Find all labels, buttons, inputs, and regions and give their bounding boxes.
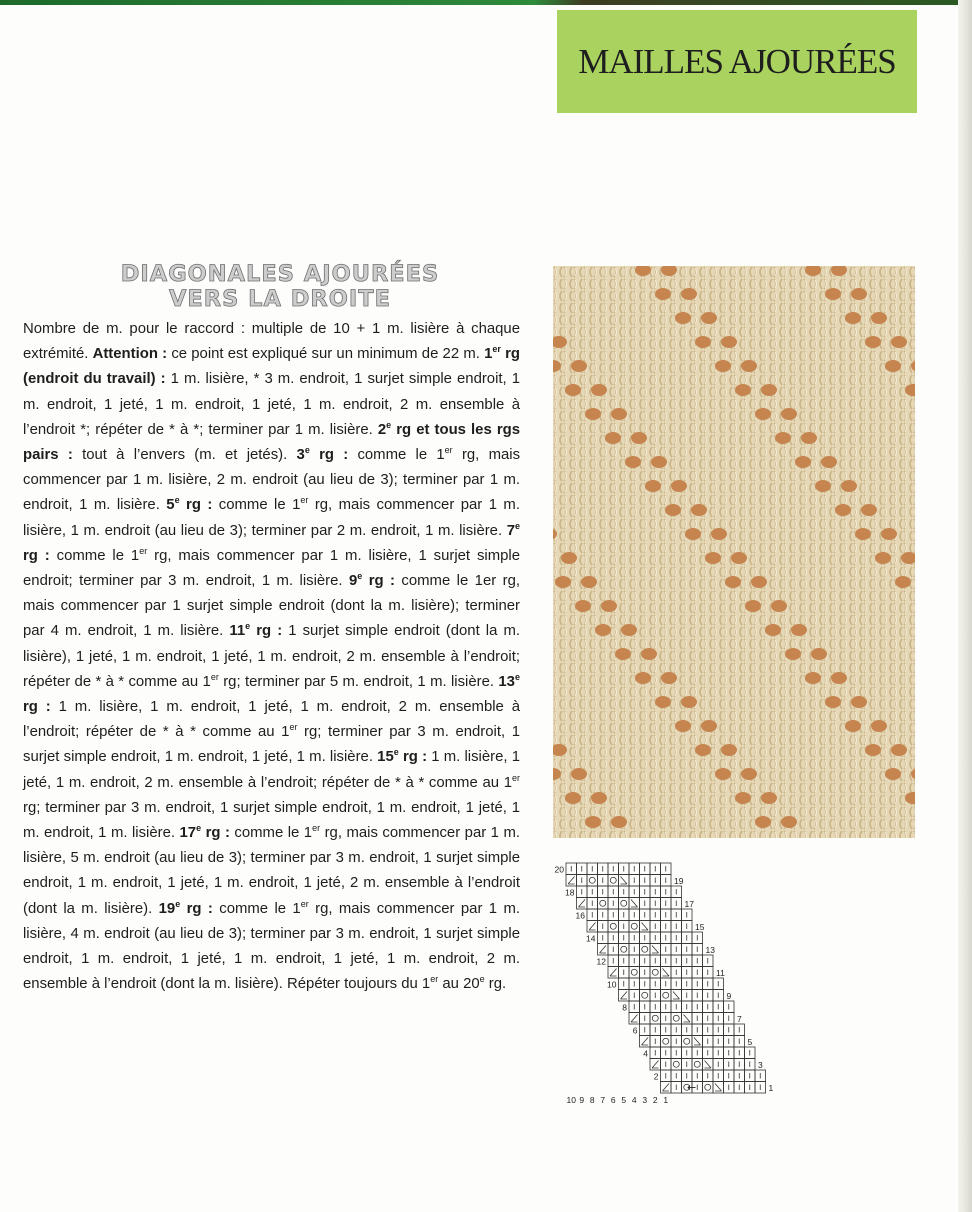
eyelet-hole — [831, 672, 847, 684]
instruction-run: er — [300, 898, 309, 909]
eyelet-hole — [885, 768, 901, 780]
eyelet-hole — [761, 384, 777, 396]
instruction-run: rg, mais commencer par 1 m. lisière, 4 m. endroit (au lieu de 3); terminer par 3 m. endroit, 1 surjet simple endroit, 1 m. endroit, 1 jeté, 1 m. endroit, 1 jeté, 1 m. endroit, 2 m. ensemble à l’endroit (dont la m. lisière). Répéter toujours du 1 — [23, 900, 521, 993]
row-number-left: 2 — [653, 1071, 659, 1082]
pattern-instructions — [23, 317, 520, 997]
eyelet-hole — [761, 792, 777, 804]
instruction-run: e — [393, 747, 399, 758]
row-number-right: 5 — [747, 1037, 753, 1047]
instruction-run: comme le 1 — [49, 547, 140, 564]
instruction-run: er — [511, 772, 520, 783]
eyelet-hole — [735, 384, 751, 396]
eyelet-hole — [721, 336, 737, 348]
pattern-title-line-2: VERS LA DROITE — [169, 286, 391, 312]
instruction-run: 1 m. lisière, * 3 m. endroit, 1 surjet simple endroit, 1 m. endroit, 1 jeté, 1 m. endroit, 1 jeté, 1 m. endroit, 2 m. ensemble à l’endroit *; répéter de * à *; terminer par 1 m. lisière. — [23, 371, 521, 438]
instruction-run: comme le 1 — [229, 825, 313, 842]
eyelet-hole — [725, 576, 741, 588]
knitted-swatch-photo — [553, 266, 915, 838]
eyelet-hole — [865, 744, 881, 756]
instruction-run: rg : — [180, 900, 213, 917]
eyelet-hole — [835, 504, 851, 516]
knitting-chart-grid — [540, 858, 820, 1118]
eyelet-hole — [891, 336, 907, 348]
ssk-symbol — [663, 969, 670, 977]
instruction-run: er — [139, 545, 148, 556]
instruction-run: e — [514, 520, 520, 531]
eyelet-hole — [605, 432, 621, 444]
eyelet-hole — [621, 624, 637, 636]
instruction-run: e — [357, 571, 363, 582]
eyelet-hole — [565, 792, 581, 804]
instruction-run: e — [196, 823, 202, 834]
instruction-run: 1 m. lisière, 1 m. endroit, 1 jeté, 1 m. endroit, 2 m. ensemble à l’endroit; répéter de * à * comme au 1 — [23, 699, 520, 741]
eyelet-hole — [575, 600, 591, 612]
column-number: 3 — [642, 1095, 648, 1105]
eyelet-hole — [895, 576, 911, 588]
row-number-right: 7 — [737, 1014, 742, 1024]
pattern-title-line-1: DIAGONALES AJOURÉES — [120, 261, 440, 287]
eyelet-hole — [841, 480, 857, 492]
instruction-run: comme le 1 — [348, 447, 445, 464]
eyelet-hole — [811, 648, 827, 660]
instruction-run: tout à l’envers (m. et jetés). — [72, 447, 297, 464]
eyelet-hole — [571, 360, 587, 372]
instruction-run: Attention : — [92, 346, 168, 363]
chart-cell — [682, 1036, 693, 1048]
chart-cell — [598, 898, 609, 910]
eyelet-hole — [825, 288, 841, 300]
eyelet-hole — [711, 528, 727, 540]
eyelet-hole — [741, 768, 757, 780]
instruction-run: rg : — [309, 447, 349, 464]
row-number-right: 3 — [758, 1060, 763, 1070]
ssk-symbol — [684, 1015, 691, 1023]
eyelet-hole — [661, 672, 677, 684]
eyelet-hole — [581, 576, 597, 588]
instruction-run: e — [304, 445, 310, 456]
column-number: 8 — [589, 1095, 595, 1105]
instruction-run: 1 surjet simple endroit (dont la m. lisière), 1 jeté, 1 m. endroit, 1 jeté, 1 m. endroit, 2 m. ensemble à l’endroit; répéter de * à * comme au 1 — [23, 623, 520, 690]
eyelet-hole — [751, 576, 767, 588]
eyelet-hole — [671, 480, 687, 492]
eyelet-hole — [871, 720, 887, 732]
ssk-symbol — [621, 877, 628, 885]
section-title: MAILLES AJOURÉES — [578, 41, 896, 81]
yarn-over-symbol — [631, 969, 637, 975]
eyelet-hole — [611, 408, 627, 420]
instruction-run: e — [514, 671, 520, 682]
yarn-over-symbol — [600, 900, 606, 906]
eyelet-hole — [655, 288, 671, 300]
row-number-left: 4 — [643, 1048, 648, 1059]
instruction-run: Nombre de m. pour le raccord : multiple de 10 + 1 m. lisière à chaque extrémité. — [23, 321, 520, 363]
yarn-over-symbol — [663, 992, 669, 998]
yarn-over-symbol — [621, 900, 627, 906]
instruction-run: rg, mais commencer par 1 m. lisière, 2 m. endroit (au lieu de 3); terminer par 1 m. endroit, 1 m. lisière. — [23, 447, 521, 514]
eyelet-hole — [845, 312, 861, 324]
chart-cell — [640, 944, 651, 956]
eyelet-hole — [585, 816, 601, 828]
start-arrow: ← — [687, 1081, 697, 1094]
eyelet-hole — [695, 744, 711, 756]
eyelet-hole — [715, 360, 731, 372]
yarn-over-symbol — [642, 992, 648, 998]
eyelet-hole — [745, 600, 761, 612]
eyelet-hole — [781, 816, 797, 828]
eyelet-hole — [881, 528, 897, 540]
yarn-over-symbol — [694, 1061, 700, 1067]
eyelet-hole — [851, 288, 867, 300]
instruction-run: 11 — [229, 623, 246, 640]
chart-cell — [650, 967, 661, 979]
row-number-right: 13 — [705, 945, 715, 955]
instruction-run: 9 — [348, 573, 358, 590]
eyelet-hole — [775, 432, 791, 444]
instruction-run: 1 m. lisière, 1 jeté, 1 m. endroit, 2 m. ensemble à l’endroit; répéter de * à * comme au 1 — [23, 749, 520, 791]
yarn-over-symbol — [621, 946, 627, 952]
chart-cell — [671, 1013, 682, 1025]
instruction-run: er — [430, 974, 439, 985]
eyelet-hole — [785, 648, 801, 660]
instruction-run: rg, mais commencer par 1 m. lisière, 5 m. endroit (au lieu de 3); terminer par 3 m. endroit, 1 surjet simple endroit, 1 m. endroit, 1 jeté, 1 m. endroit, 1 jeté, 2 m. ensemble à l’endroit (dont la m. lisière). — [23, 825, 520, 917]
eyelet-hole — [591, 384, 607, 396]
eyelet-hole — [611, 816, 627, 828]
eyelet-hole — [865, 336, 881, 348]
eyelet-hole — [721, 744, 737, 756]
eyelet-hole — [571, 768, 587, 780]
row-number-left: 16 — [575, 910, 585, 921]
eyelet-hole — [755, 816, 771, 828]
eyelet-hole — [781, 408, 797, 420]
row-number-left: 8 — [622, 1002, 627, 1013]
eyelet-hole — [615, 648, 631, 660]
instruction-run: rg; terminer par 3 m. endroit, 1 surjet simple endroit, 1 m. endroit, 1 jeté, 1 m. endroit, 1 m. lisière. — [23, 799, 520, 842]
column-number: 6 — [610, 1095, 616, 1105]
yarn-over-symbol — [610, 877, 616, 883]
eyelet-hole — [771, 600, 787, 612]
eyelet-hole — [665, 504, 681, 516]
eyelet-hole — [861, 504, 877, 516]
eyelet-hole — [891, 744, 907, 756]
ssk-symbol — [631, 900, 638, 908]
instruction-run: 1 — [484, 346, 493, 363]
k2tog-symbol — [568, 877, 575, 885]
chart-cell — [608, 921, 619, 933]
eyelet-hole — [685, 528, 701, 540]
instruction-run: ce point est expliqué sur un minimum de 22 m. — [167, 346, 485, 363]
instruction-run: 3 — [296, 447, 305, 464]
k2tog-symbol — [621, 992, 628, 1000]
eyelet-hole — [821, 456, 837, 468]
instruction-run: rg : — [362, 573, 395, 590]
eyelet-hole — [595, 624, 611, 636]
eyelet-hole — [855, 528, 871, 540]
eyelet-hole — [845, 720, 861, 732]
instruction-paragraph — [23, 317, 520, 997]
page-edge — [958, 0, 972, 1212]
column-number: 7 — [600, 1095, 606, 1105]
k2tog-symbol — [610, 969, 617, 977]
eyelet-hole — [565, 384, 581, 396]
ssk-symbol — [705, 1061, 712, 1069]
k2tog-symbol — [642, 1038, 649, 1046]
eyelet-hole — [805, 672, 821, 684]
column-number: 4 — [631, 1095, 637, 1105]
yarn-over-symbol — [705, 1084, 711, 1090]
row-number-left: 18 — [565, 887, 575, 898]
instruction-run: comme le 1 — [212, 900, 301, 917]
row-number-left: 10 — [607, 979, 617, 990]
instruction-run: e — [386, 419, 392, 430]
instruction-run: rg, mais commencer par 1 m. lisière, 1 m. endroit (au lieu de 3); terminer par 2 m. endroit, 1 m. lisière. — [23, 497, 520, 539]
k2tog-symbol — [589, 923, 596, 931]
k2tog-symbol — [600, 946, 607, 954]
eyelet-hole — [631, 432, 647, 444]
chart-cell — [703, 1082, 714, 1094]
instruction-run: e — [174, 495, 180, 506]
chart-cell — [692, 1059, 703, 1071]
eyelet-hole — [695, 336, 711, 348]
ssk-symbol — [642, 923, 649, 931]
chart-cell — [661, 990, 672, 1002]
instruction-run: 7 — [506, 522, 515, 539]
k2tog-symbol — [663, 1084, 670, 1092]
yarn-over-symbol — [642, 946, 648, 952]
instruction-run: e — [175, 898, 181, 909]
yarn-over-symbol — [652, 969, 658, 975]
instruction-run: er — [289, 722, 298, 733]
eyelet-hole — [625, 456, 641, 468]
row-number-right: 19 — [674, 876, 684, 886]
row-number-left: 20 — [554, 864, 564, 875]
eyelet-hole — [681, 696, 697, 708]
eyelet-hole — [815, 480, 831, 492]
chart-cell — [619, 898, 630, 910]
eyelet-hole — [641, 648, 657, 660]
ssk-symbol — [673, 992, 680, 1000]
instruction-run: rg : — [179, 497, 213, 514]
instruction-run: 17 — [179, 825, 197, 842]
eyelet-hole — [875, 552, 891, 564]
eyelet-hole — [715, 768, 731, 780]
chart-cell — [619, 944, 630, 956]
eyelet-hole — [765, 624, 781, 636]
eyelet-hole — [735, 792, 751, 804]
k2tog-symbol — [631, 1015, 638, 1023]
eyelet-hole — [691, 504, 707, 516]
instruction-run: rg : — [201, 825, 230, 842]
yarn-over-symbol — [610, 923, 616, 929]
instruction-run: comme le 1 — [212, 497, 301, 514]
instruction-run: rg : — [398, 749, 428, 766]
instruction-run: rg (endroit du travail) : — [23, 346, 521, 388]
instruction-run: e — [245, 621, 251, 632]
row-number-right: 11 — [716, 968, 725, 978]
eyelet-hole — [675, 720, 691, 732]
chart-cell — [629, 967, 640, 979]
instruction-run: 15 — [377, 749, 394, 766]
eyelet-hole — [795, 456, 811, 468]
chart-cell — [629, 921, 640, 933]
instruction-run: rg, mais commencer par 1 m. lisière, 1 surjet simple endroit; terminer par 3 m. endroit, 1 m. lisière. — [23, 547, 520, 590]
k2tog-symbol — [579, 900, 586, 908]
row-number-right: 1 — [768, 1083, 774, 1093]
eyelet-hole — [675, 312, 691, 324]
column-number: 5 — [621, 1095, 627, 1105]
eyelet-hole — [825, 696, 841, 708]
ssk-symbol — [715, 1084, 722, 1092]
yarn-over-symbol — [673, 1015, 679, 1021]
column-number: 1 — [663, 1095, 669, 1105]
chart-cell — [608, 875, 619, 887]
column-number: 2 — [652, 1095, 658, 1105]
chart-cell — [671, 1059, 682, 1071]
row-number-left: 6 — [632, 1025, 638, 1036]
eyelet-hole — [701, 312, 717, 324]
yarn-over-symbol — [684, 1038, 690, 1044]
column-number: 9 — [579, 1095, 585, 1105]
instruction-run: 13 — [498, 673, 515, 690]
instruction-run: 19 — [158, 900, 176, 917]
eyelet-hole — [705, 552, 721, 564]
instruction-run: rg. — [484, 976, 507, 993]
eyelet-hole — [645, 480, 661, 492]
instruction-run: er — [492, 344, 501, 355]
instruction-run: er — [312, 823, 321, 834]
eyelet-hole — [655, 696, 671, 708]
ssk-symbol — [694, 1038, 701, 1046]
row-number-right: 15 — [695, 922, 705, 932]
row-number-right: 17 — [684, 899, 694, 909]
instruction-run: rg : — [23, 699, 51, 716]
row-number-left: 14 — [586, 933, 596, 944]
pattern-title — [60, 262, 500, 312]
yarn-over-symbol — [652, 1015, 658, 1021]
instruction-run: comme le 1er rg, mais commencer par 1 surjet simple endroit (dont la m. lisière); terminer par 4 m. endroit, 1 m. lisière. — [23, 573, 521, 640]
eyelet-hole — [561, 552, 577, 564]
row-number-right: 9 — [726, 991, 732, 1001]
chart-cell — [650, 1013, 661, 1025]
ssk-symbol — [652, 946, 659, 954]
yarn-over-symbol — [589, 877, 595, 883]
eyelet-hole — [701, 720, 717, 732]
row-number-left: 12 — [596, 956, 606, 967]
chart-cell — [640, 990, 651, 1002]
knitting-chart — [540, 858, 820, 1118]
instruction-run: rg et tous les rgs pairs : — [23, 421, 520, 464]
instruction-run: rg : — [23, 547, 50, 564]
eyelet-hole — [885, 360, 901, 372]
yarn-over-symbol — [673, 1061, 679, 1067]
instruction-run: rg; terminer par 5 m. endroit, 1 m. lisière. — [218, 673, 499, 690]
instruction-run: 2 — [377, 421, 387, 438]
instruction-run: er — [300, 495, 309, 506]
chart-cell — [661, 1036, 672, 1048]
instruction-run: rg; terminer par 3 m. endroit, 1 surjet simple endroit, 1 m. endroit, 1 jeté, 1 m. lisière. — [23, 724, 520, 766]
eyelet-hole — [755, 408, 771, 420]
eyelet-hole — [555, 576, 571, 588]
eyelet-hole — [681, 288, 697, 300]
eyelet-hole — [635, 672, 651, 684]
yarn-over-symbol — [631, 923, 637, 929]
instruction-run: 5 — [166, 497, 175, 514]
eyelet-hole — [741, 360, 757, 372]
instruction-run: au 20 — [438, 976, 480, 993]
eyelet-hole — [585, 408, 601, 420]
k2tog-symbol — [652, 1061, 659, 1069]
eyelet-hole — [871, 312, 887, 324]
eyelet-hole — [651, 456, 667, 468]
yarn-over-symbol — [663, 1038, 669, 1044]
section-banner — [557, 10, 917, 113]
eyelet-hole — [591, 792, 607, 804]
eyelet-hole — [801, 432, 817, 444]
top-edge-strip — [0, 0, 972, 5]
instruction-run: e — [479, 974, 485, 985]
instruction-run: er — [210, 671, 219, 682]
eyelet-hole — [601, 600, 617, 612]
column-number: 10 — [566, 1095, 576, 1105]
instruction-run: rg : — [250, 623, 283, 640]
swatch-image — [553, 266, 915, 838]
chart-cell — [587, 875, 598, 887]
eyelet-hole — [731, 552, 747, 564]
instruction-run: er — [444, 445, 453, 456]
eyelet-hole — [851, 696, 867, 708]
eyelet-hole — [791, 624, 807, 636]
